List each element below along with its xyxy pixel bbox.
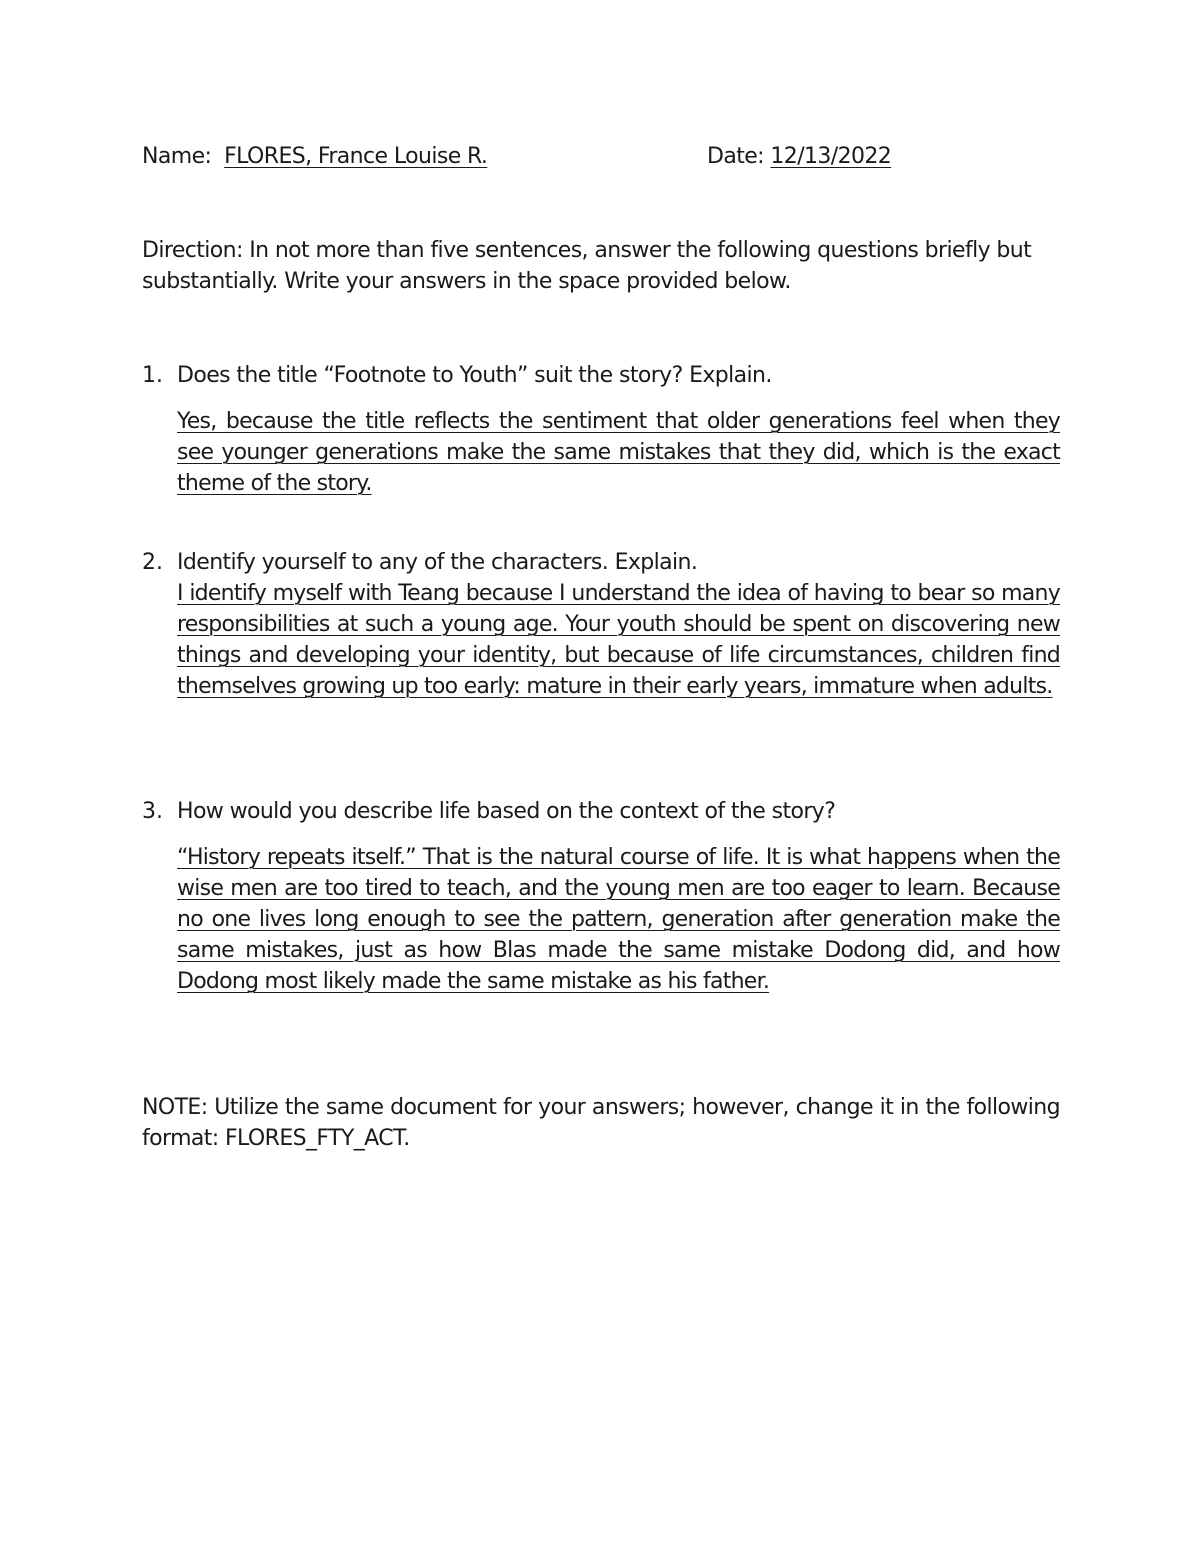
question-number: 2. xyxy=(142,550,163,575)
question-item-3 xyxy=(142,796,1060,997)
date-label: Date: xyxy=(707,144,764,169)
name-value: FLORES, France Louise R. xyxy=(224,144,488,169)
question-number: 1. xyxy=(142,363,163,388)
direction-text: Direction: In not more than five sentences, answer the following questions briefly but substantially. Write your answers in the space provided below. xyxy=(142,238,1032,294)
note-text: NOTE: Utilize the same document for your answers; however, change it in the following format: FLORES_FTY_ACT. xyxy=(142,1095,1060,1151)
question-item-2 xyxy=(142,547,1060,702)
answer-text: I identify myself with Teang because I understand the idea of having to bear so many responsibilities at such a young age. Your youth should be spent on discovering new things and developing your identity, but because of life circumstances, children find themselves growing up too early: mature in their early years, immature when adults. xyxy=(177,581,1060,699)
question-item-1 xyxy=(142,360,1060,499)
answer-text: “History repeats itself.” That is the natural course of life. It is what happens when the wise men are too tired to teach, and the young men are too eager to learn. Because no one lives long enough to see the pattern, generation after generation make the same mistakes, just as how Blas made the same mistake Dodong did, and how Dodong most likely made the same mistake as his father. xyxy=(177,845,1060,994)
date-field xyxy=(707,141,891,173)
answer-text: Yes, because the title reflects the sentiment that older generations feel when they see younger generations make the same mistakes that they did, which is the exact theme of the story. xyxy=(177,409,1060,496)
name-label: Name: xyxy=(142,144,212,169)
question-number: 3. xyxy=(142,799,163,824)
name-field xyxy=(142,141,487,173)
question-text: How would you describe life based on the context of the story? xyxy=(177,799,836,824)
question-text: Does the title “Footnote to Youth” suit the story? Explain. xyxy=(177,363,772,388)
question-text: Identify yourself to any of the characters. Explain. xyxy=(177,550,698,575)
date-value: 12/13/2022 xyxy=(770,144,892,169)
